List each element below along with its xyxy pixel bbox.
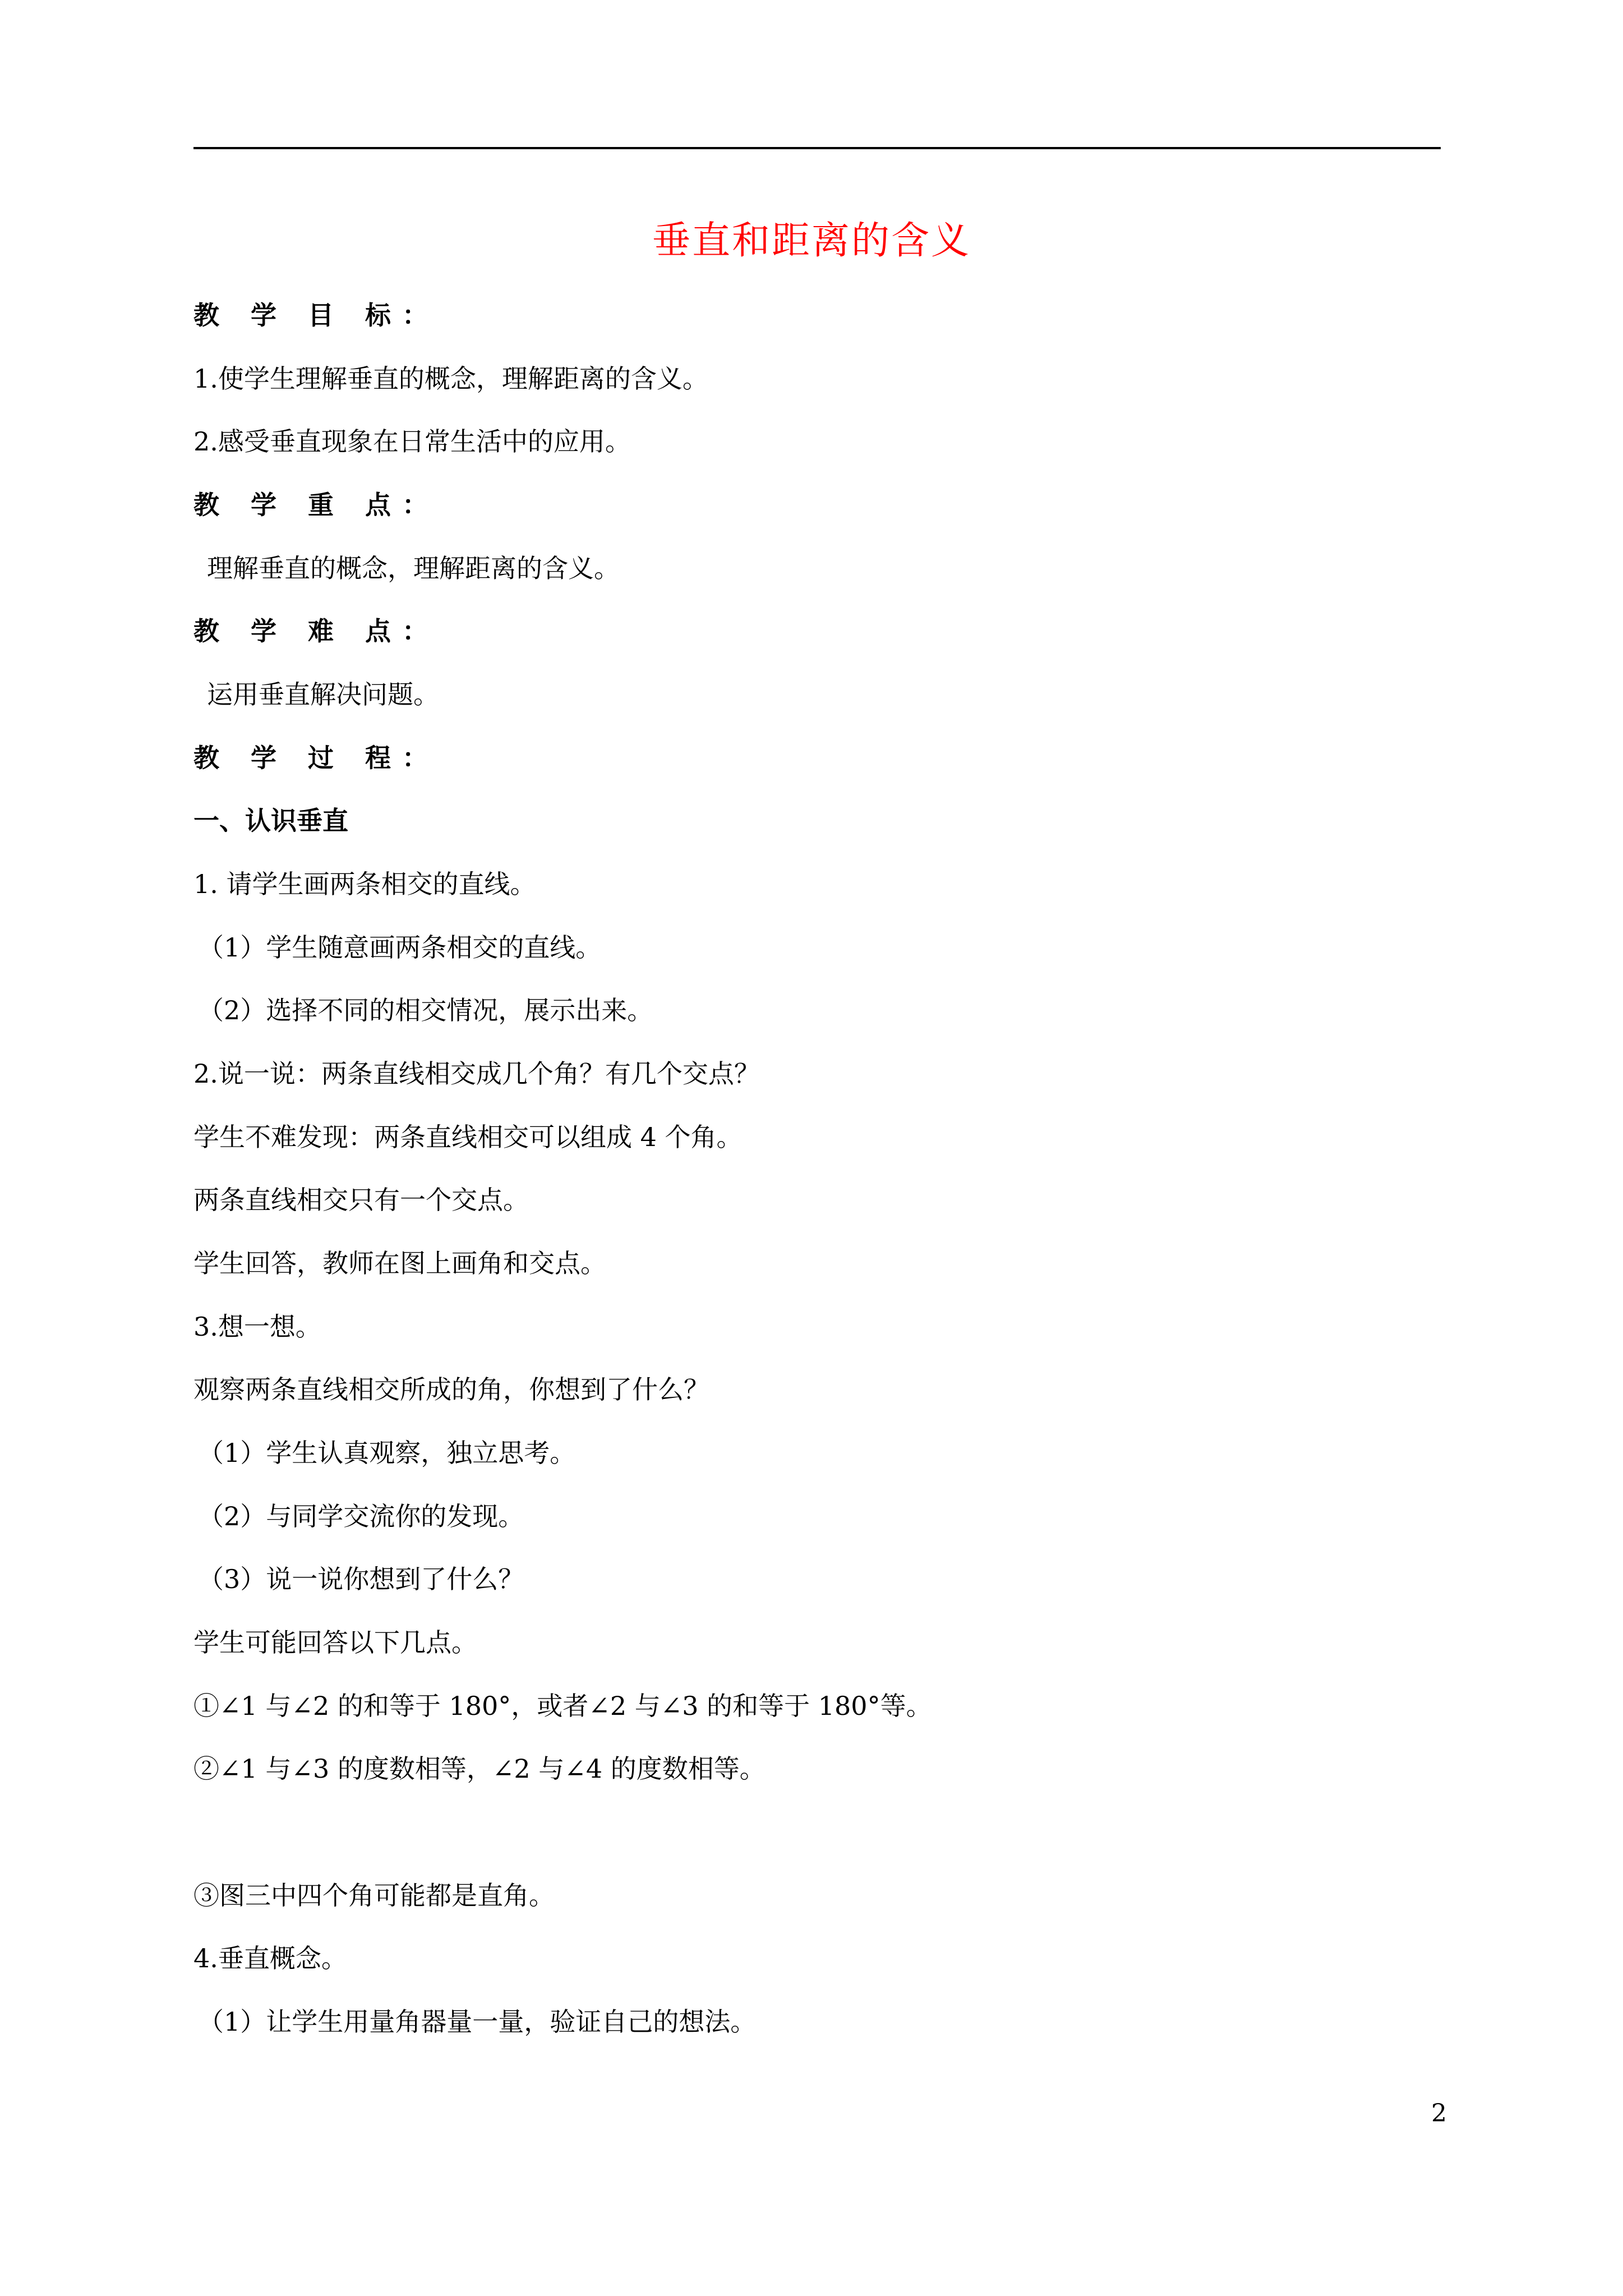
heading-teaching-objectives: 教 学 目 标： <box>193 300 440 330</box>
step-2-answer-2: 两条直线相交只有一个交点。 <box>193 1185 529 1215</box>
possible-answer-2: ②∠1 与∠3 的度数相等，∠2 与∠4 的度数相等。 <box>193 1754 766 1784</box>
step-2-answer-3: 学生回答，教师在图上画角和交点。 <box>193 1248 606 1278</box>
document-title: 垂直和距离的含义 <box>652 219 971 263</box>
heading-key-points: 教 学 重 点： <box>193 490 440 520</box>
step-4-sub-1: （1）让学生用量角器量一量，验证自己的想法。 <box>198 2007 757 2037</box>
heading-difficulties: 教 学 难 点： <box>193 616 440 646</box>
step-3-sub-2: （2）与同学交流你的发现。 <box>198 1501 524 1531</box>
step-1-sub-1: （1）学生随意画两条相交的直线。 <box>198 932 602 963</box>
step-1: 1. 请学生画两条相交的直线。 <box>193 869 536 899</box>
possible-answer-1: ①∠1 与∠2 的和等于 180°，或者∠2 与∠3 的和等于 180°等。 <box>193 1691 932 1721</box>
section-heading-1: 一、认识垂直 <box>193 806 348 836</box>
step-3: 3.想一想。 <box>193 1312 321 1342</box>
possible-answer-3: ③图三中四个角可能都是直角。 <box>193 1880 555 1911</box>
possible-answers-intro: 学生可能回答以下几点。 <box>193 1627 477 1658</box>
step-2-answer-1: 学生不难发现：两条直线相交可以组成 4 个角。 <box>193 1122 743 1152</box>
page-number: 2 <box>1431 2099 1447 2128</box>
heading-teaching-process: 教 学 过 程： <box>193 743 440 773</box>
objective-1: 1.使学生理解垂直的概念，理解距离的含义。 <box>193 364 708 394</box>
step-3-sub-1: （1）学生认真观察，独立思考。 <box>198 1438 576 1468</box>
step-2: 2.说一说：两条直线相交成几个角？有几个交点？ <box>193 1059 760 1089</box>
step-4: 4.垂直概念。 <box>193 1943 347 1973</box>
objective-2: 2.感受垂直现象在日常生活中的应用。 <box>193 426 631 457</box>
step-3-question: 观察两条直线相交所成的角，你想到了什么？ <box>193 1374 709 1405</box>
key-point-text: 理解垂直的概念，理解距离的含义。 <box>207 553 620 583</box>
header-rule <box>193 147 1441 149</box>
difficulty-text: 运用垂直解决问题。 <box>207 679 439 710</box>
step-1-sub-2: （2）选择不同的相交情况，展示出来。 <box>198 995 653 1025</box>
step-3-sub-3: （3）说一说你想到了什么？ <box>198 1564 524 1594</box>
